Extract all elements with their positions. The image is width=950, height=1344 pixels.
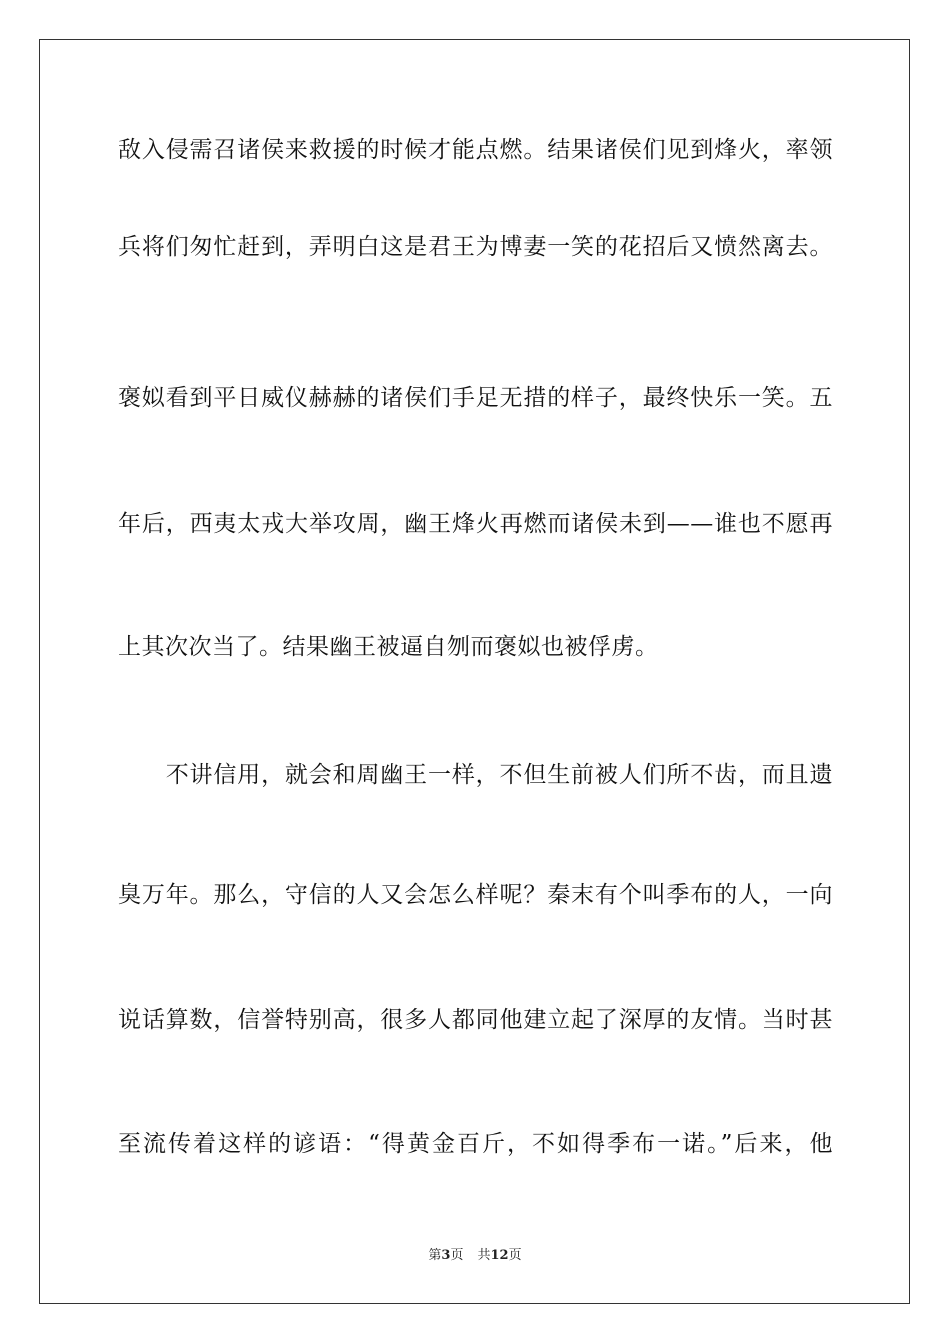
body-text-line: 至流传着这样的谚语：“得黄金百斤，不如得季布一诺。”后来，他 xyxy=(118,1131,833,1157)
body-text-line: 敌入侵需召诸侯来救援的时候才能点燃。结果诸侯们见到烽火，率领 xyxy=(118,137,833,163)
body-text-line: 不讲信用，就会和周幽王一样，不但生前被人们所不齿，而且遗 xyxy=(118,762,833,788)
current-page-indicator: 第3页 xyxy=(428,1248,464,1263)
body-text-line: 年后，西夷太戎大举攻周，幽王烽火再燃而诸侯未到——谁也不愿再 xyxy=(118,511,833,537)
page-footer xyxy=(0,1247,950,1265)
total-pages-indicator: 共12页 xyxy=(477,1248,522,1263)
body-text-line: 上其次次当了。结果幽王被逼自刎而褒姒也被俘虏。 xyxy=(118,634,659,660)
page-border xyxy=(39,39,910,1304)
body-text-line: 褒姒看到平日威仪赫赫的诸侯们手足无措的样子，最终快乐一笑。五 xyxy=(118,385,833,411)
body-text-line: 说话算数，信誉特别高，很多人都同他建立起了深厚的友情。当时甚 xyxy=(118,1007,833,1033)
body-text-line: 兵将们匆忙赶到，弄明白这是君王为博妻一笑的花招后又愤然离去。 xyxy=(118,234,833,260)
body-text-line: 臭万年。那么，守信的人又会怎么样呢？秦末有个叫季布的人，一向 xyxy=(118,882,833,908)
